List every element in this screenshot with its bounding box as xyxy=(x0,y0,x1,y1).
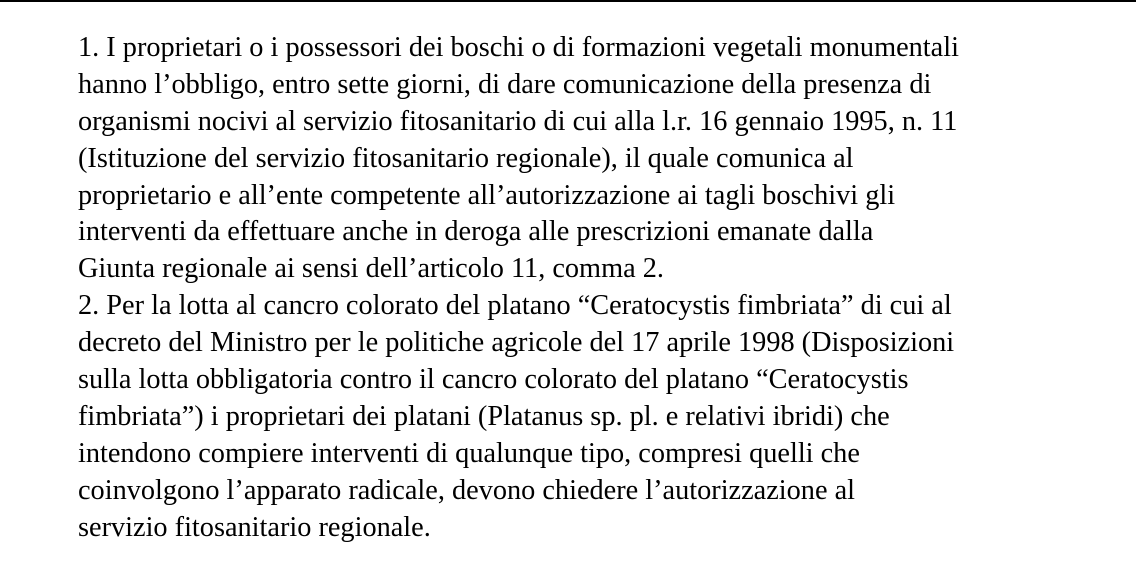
text-line: sulla lotta obbligatoria contro il cancro colorato del platano “Ceratocystis xyxy=(78,364,909,396)
text-line: 1. I proprietari o i possessori dei boschi o di formazioni vegetali monumentali xyxy=(78,32,959,63)
text-line: decreto del Ministro per le politiche agricole del 17 aprile 1998 (Disposizioni xyxy=(78,327,955,359)
text-line: Giunta regionale ai sensi dell’articolo 11, comma 2. xyxy=(78,253,664,285)
top-border-line xyxy=(0,0,1136,2)
paragraph-2 xyxy=(78,288,1118,546)
text-line: interventi da effettuare anche in deroga alle prescrizioni emanate dalla xyxy=(78,216,874,248)
text-line: coinvolgono l’apparato radicale, devono chiedere l’autorizzazione al xyxy=(78,474,856,506)
text-line: hanno l’obbligo, entro sette giorni, di dare comunicazione della presenza di xyxy=(78,68,932,100)
text-line: 2. Per la lotta al cancro colorato del platano “Ceratocystis fimbriata” di cui al xyxy=(78,290,952,322)
text-line: proprietario e all’ente competente all’autorizzazione ai tagli boschivi gli xyxy=(78,179,896,211)
text-line: servizio fitosanitario regionale. xyxy=(78,511,431,543)
text-line: fimbriata”) i proprietari dei platani (Platanus sp. pl. e relativi ibridi) che xyxy=(78,400,890,432)
paragraph-1 xyxy=(78,30,1118,288)
text-line: organismi nocivi al servizio fitosanitario di cui alla l.r. 16 gennaio 1995, n. 11 xyxy=(78,105,958,137)
document-body xyxy=(78,30,1118,546)
text-line: (Istituzione del servizio fitosanitario regionale), il quale comunica al xyxy=(78,142,854,174)
text-line: intendono compiere interventi di qualunque tipo, compresi quelli che xyxy=(78,437,860,469)
